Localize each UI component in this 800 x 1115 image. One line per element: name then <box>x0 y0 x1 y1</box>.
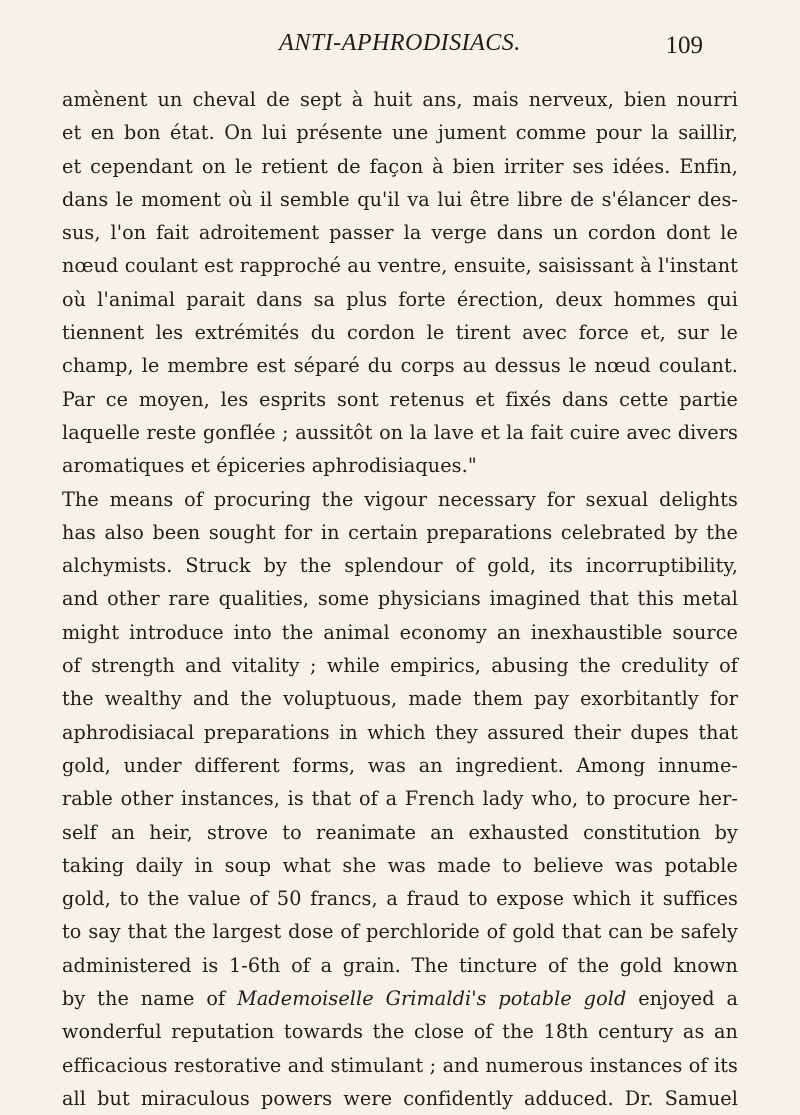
text-line-with-italic <box>62 982 738 1015</box>
text-line-paragraph-start: The means of procuring the vigour necessary for sexual delights <box>62 487 738 511</box>
text-line: nœud coulant est rapproché au ventre, ensuite, saisissant à l'instant <box>62 254 738 278</box>
italic-title: Mademoiselle Grimaldi's potable gold <box>237 987 627 1011</box>
text-line: alchymists. Struck by the splendour of gold, its incorruptibility, <box>62 554 738 578</box>
text-line: taking daily in soup what she was made to believe was potable <box>62 853 738 877</box>
text-line: self an heir, strove to reanimate an exhausted constitution by <box>62 820 738 844</box>
text-line: gold, under different forms, was an ingredient. Among innume- <box>62 753 738 777</box>
text-segment: by the name of <box>62 987 238 1011</box>
text-line: tiennent les extrémités du cordon le tirent avec force et, sur le <box>62 321 738 345</box>
text-line: rable other instances, is that of a French lady who, to procure her- <box>62 787 738 811</box>
text-line: où l'animal parait dans sa plus forte érection, deux hommes qui <box>62 287 738 311</box>
text-line: all but miraculous powers were confidently adduced. Dr. Samuel <box>62 1086 738 1110</box>
body-text <box>62 83 738 1115</box>
text-line: the wealthy and the voluptuous, made them pay exorbitantly for <box>62 687 738 711</box>
text-line: efficacious restorative and stimulant ; and numerous instances of its <box>62 1053 738 1077</box>
text-line: administered is 1-6th of a grain. The tincture of the gold known <box>62 953 738 977</box>
running-head <box>0 30 800 66</box>
text-line: et en bon état. On lui présente une jument comme pour la saillir, <box>62 121 738 145</box>
text-line: laquelle reste gonflée ; aussitôt on la lave et la fait cuire avec divers <box>62 420 738 444</box>
text-line: has also been sought for in certain preparations celebrated by the <box>62 520 738 544</box>
text-line: aphrodisiacal preparations in which they assured their dupes that <box>62 720 738 744</box>
text-line: and other rare qualities, some physicians imagined that this metal <box>62 587 738 611</box>
text-segment: enjoyed a <box>626 987 738 1011</box>
text-line: might introduce into the animal economy an inexhaustible source <box>62 620 738 644</box>
text-line: Par ce moyen, les esprits sont retenus et fixés dans cette partie <box>62 387 738 411</box>
text-line: gold, to the value of 50 francs, a fraud to expose which it suffices <box>62 887 738 911</box>
text-line-paragraph-end: aromatiques et épiceries aphrodisiaques." <box>62 454 477 478</box>
page-number: 109 <box>665 32 703 59</box>
text-line: dans le moment où il semble qu'il va lui être libre de s'élancer des- <box>62 187 738 211</box>
text-line: champ, le membre est séparé du corps au dessus le nœud coulant. <box>62 354 738 378</box>
text-line: et cependant on le retient de façon à bien irriter ses idées. Enfin, <box>62 154 738 178</box>
text-line: amènent un cheval de sept à huit ans, mais nerveux, bien nourri <box>62 88 738 111</box>
running-title: ANTI-APHRODISIACS. <box>279 30 521 56</box>
text-line: of strength and vitality ; while empirics, abusing the credulity of <box>62 654 738 678</box>
text-line: wonderful reputation towards the close of the 18th century as an <box>62 1020 738 1044</box>
text-line: to say that the largest dose of perchloride of gold that can be safely <box>62 920 738 944</box>
text-line: sus, l'on fait adroitement passer la verge dans un cordon dont le <box>62 221 738 245</box>
